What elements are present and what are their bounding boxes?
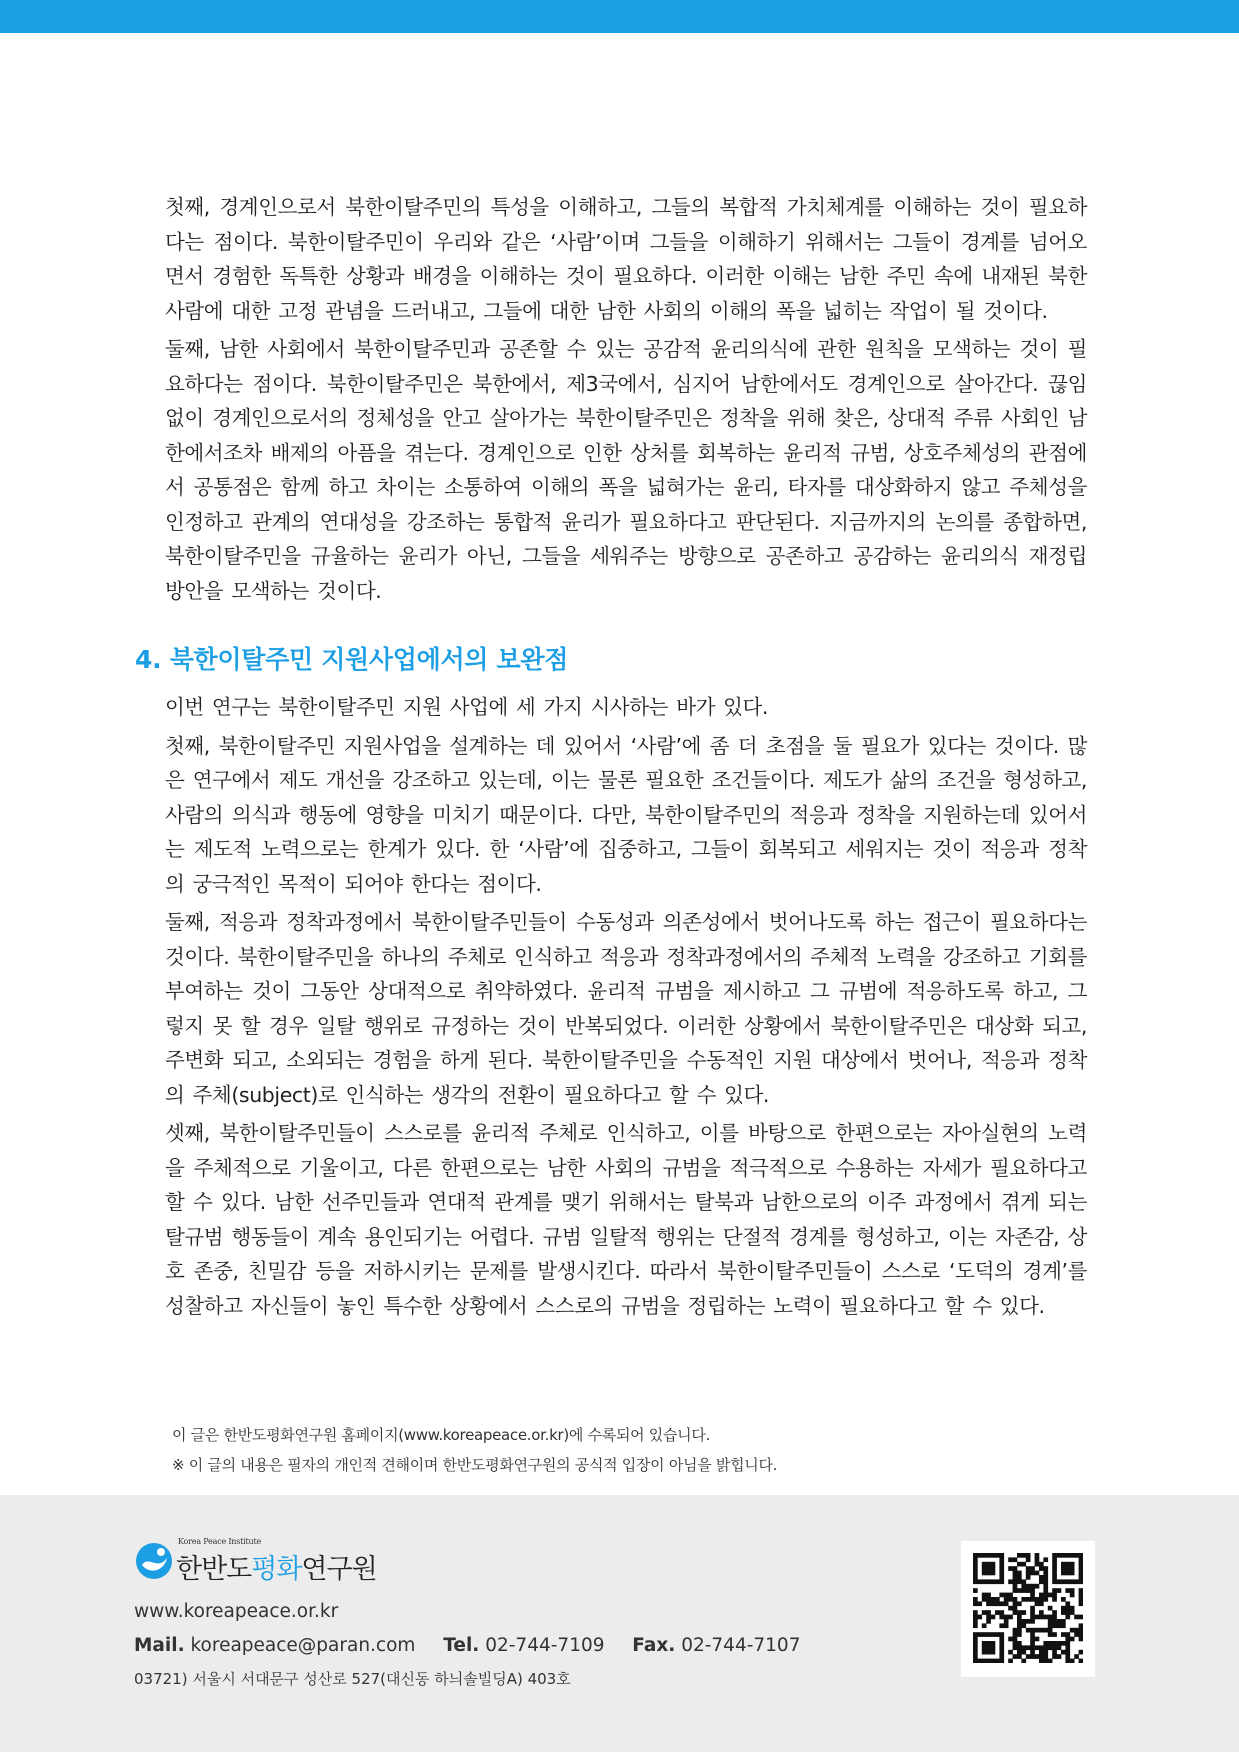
fax-number: 02-744-7107 — [681, 1635, 801, 1656]
footer-contact — [134, 1635, 800, 1656]
logo-korean-name — [176, 1547, 377, 1586]
mail-label: Mail. — [134, 1635, 185, 1656]
footer-address: 03721) 서울시 서대문구 성산로 527(대신동 하늬솔빌딩A) 403호 — [134, 1670, 571, 1688]
qr-code — [961, 1541, 1095, 1677]
logo-english-name: Korea Peace Institute — [178, 1537, 262, 1546]
footnote-disclaimer: ※ 이 글의 내용은 필자의 개인적 견해이며 한반도평화연구원의 공식적 입장이 아님을 밝힙니다. — [172, 1456, 778, 1474]
paragraph-support-second: 둘째, 적응과 정착과정에서 북한이탈주민들이 수동성과 의존성에서 벗어나도록 하는 접근이 필요하다는 것이다. 북한이탈주민을 하나의 주체로 인식하고 적응과 정착과정에서의 주체적 노력을 강조하고 기회를 부여하는 것이 그동안 상대적으로 취약하였다. 윤리적 규범을 제시하고 그 규범에 적응하도록 하고, 그렇지 못 할 경우 일탈 행위로 규정하는 것이 반복되었다. 이러한 상황에서 북한이탈주민은 대상화 되고, 주변화 되고, 소외되는 경험을 하게 된다. 북한이탈주민을 수동적인 지원 대상에서 벗어나, 적응과 정착의 주체(subject)로 인식하는 생각의 전환이 필요하다고 할 수 있다. — [165, 910, 1087, 1107]
tel-label: Tel. — [443, 1635, 480, 1656]
footnotes — [172, 1420, 777, 1480]
section-heading: 4. 북한이탈주민 지원사업에서의 보완점 — [135, 645, 569, 674]
logo-korean-part-2: 평화 — [251, 1554, 302, 1585]
paragraph-support-first: 첫째, 북한이탈주민 지원사업을 설계하는 데 있어서 ‘사람’에 좀 더 초점을 둘 필요가 있다는 것이다. 많은 연구에서 제도 개선을 강조하고 있는데, 이는 물론 필요한 조건들이다. 제도가 삶의 조건을 형성하고, 사람의 의식과 행동에 영향을 미치기 때문이다. 다만, 북한이탈주민의 적응과 정착을 지원하는데 있어서는 제도적 노력으로는 한계가 있다. 한 ‘사람’에 집중하고, 그들이 회복되고 세워지는 것이 적응과 정착의 궁극적인 목적이 되어야 한다는 점이다. — [165, 733, 1087, 896]
top-accent-bar — [0, 0, 1239, 33]
footer-website[interactable]: www.koreapeace.or.kr — [134, 1601, 339, 1622]
logo-mark-icon — [134, 1541, 174, 1581]
logo-korean-part-1: 한반도 — [176, 1554, 252, 1585]
tel-number: 02-744-7109 — [485, 1635, 605, 1656]
paragraph-second-point: 둘째, 남한 사회에서 북한이탈주민과 공존할 수 있는 공감적 윤리의식에 관한 원칙을 모색하는 것이 필요하다는 점이다. 북한이탈주민은 북한에서, 제3국에서, 심지어 남한에서도 경계인으로 살아간다. 끊임없이 경계인으로서의 정체성을 안고 살아가는 북한이탈주민은 정착을 위해 찾은, 상대적 주류 사회인 남한에서조차 배제의 아픔을 겪는다. 경계인으로 인한 상처를 회복하는 윤리적 규범, 상호주체성의 관점에서 공통점은 함께 하고 차이는 소통하여 이해의 폭을 넓혀가는 윤리, 타자를 대상화하지 않고 주체성을 인정하고 관계의 연대성을 강조하는 통합적 윤리가 필요하다고 판단된다. 지금까지의 논의를 종합하면, 북한이탈주민을 규율하는 윤리가 아닌, 그들을 세워주는 방향으로 공존하고 공감하는 윤리의식 재정립 방안을 모색하는 것이다. — [165, 337, 1087, 603]
fax-label: Fax. — [632, 1635, 676, 1656]
article-body — [135, 190, 1087, 1327]
footnote-source: 이 글은 한반도평화연구원 홈페이지(www.koreapeace.or.kr)에 수록되어 있습니다. — [172, 1426, 711, 1444]
qr-code-icon — [973, 1553, 1083, 1663]
page-footer — [0, 1495, 1239, 1752]
paragraph-first-point: 첫째, 경계인으로서 북한이탈주민의 특성을 이해하고, 그들의 복합적 가치체계를 이해하는 것이 필요하다는 점이다. 북한이탈주민이 우리와 같은 ‘사람’이며 그들을 이해하기 위해서는 그들이 경계를 넘어오면서 경험한 독특한 상황과 배경을 이해하는 것이 필요하다. 이러한 이해는 남한 주민 속에 내재된 북한 사람에 대한 고정 관념을 드러내고, 그들에 대한 남한 사회의 이해의 폭을 넓히는 작업이 될 것이다. — [165, 195, 1087, 323]
paragraph-intro: 이번 연구는 북한이탈주민 지원 사업에 세 가지 시사하는 바가 있다. — [165, 695, 769, 719]
paragraph-support-third: 셋째, 북한이탈주민들이 스스로를 윤리적 주체로 인식하고, 이를 바탕으로 한편으로는 자아실현의 노력을 주체적으로 기울이고, 다른 한편으로는 남한 사회의 규범을 적극적으로 수용하는 자세가 필요하다고 할 수 있다. 남한 선주민들과 연대적 관계를 맺기 위해서는 탈북과 남한으로의 이주 과정에서 겪게 되는 탈규범 행동들이 계속 용인되기는 어렵다. 규범 일탈적 행위는 단절적 경계를 형성하고, 이는 자존감, 상호 존중, 친밀감 등을 저하시키는 문제를 발생시킨다. 따라서 북한이탈주민들이 스스로 ‘도덕의 경계’를 성찰하고 자신들이 놓인 특수한 상황에서 스스로의 규범을 정립하는 노력이 필요하다고 할 수 있다. — [165, 1121, 1087, 1318]
mail-address[interactable]: koreapeace@paran.com — [190, 1635, 416, 1656]
logo-korean-part-3: 연구원 — [301, 1554, 377, 1585]
